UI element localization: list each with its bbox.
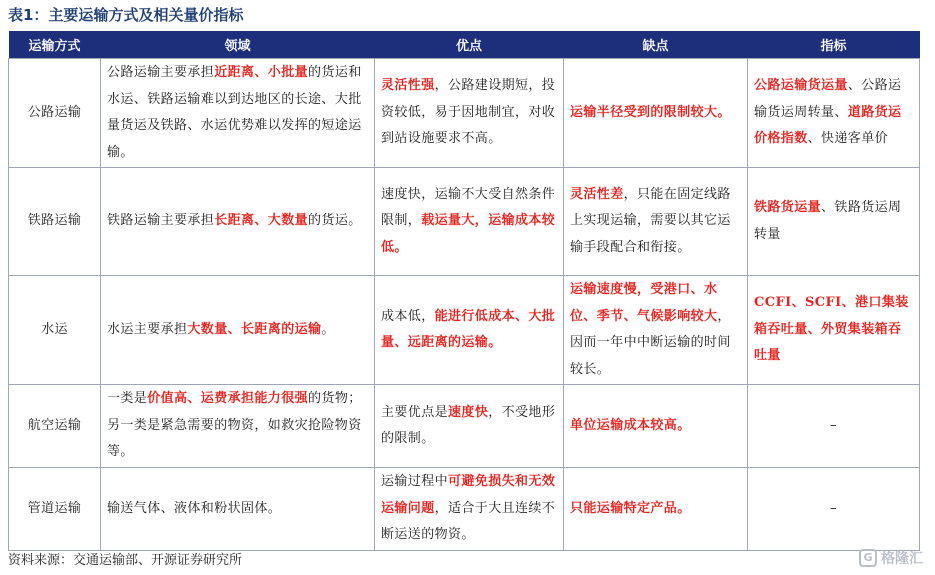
header-domain: 领域 bbox=[101, 31, 375, 59]
domain-cell bbox=[101, 276, 375, 385]
highlight-text: 灵活性差 bbox=[570, 186, 624, 202]
header-cons: 缺点 bbox=[564, 31, 748, 59]
indicators-cell bbox=[748, 59, 920, 168]
highlight-text: 单位运输成本较高。 bbox=[570, 417, 691, 433]
body-text: 输送气体、液体和粉状固体。 bbox=[107, 500, 282, 516]
body-text: 速度快，运输不大受自然条件限制， bbox=[381, 186, 556, 229]
pros-cell bbox=[375, 385, 564, 468]
mode-cell: 公路运输 bbox=[9, 59, 101, 168]
highlight-text: 载运量大，运输成本较低。 bbox=[381, 213, 556, 255]
body-text: 的货运和水运、铁路运输难以到达地区的长途、大批量货运及铁路、水运优势难以发挥的短途运输。 bbox=[107, 65, 362, 160]
indicators-cell bbox=[748, 468, 920, 551]
cons-cell bbox=[564, 276, 748, 385]
body-text: 的货物；另一类是紧急需要的物资，如救灾抢险物资等。 bbox=[107, 391, 362, 460]
indicators-cell bbox=[748, 276, 920, 385]
cons-cell bbox=[564, 385, 748, 468]
highlight-text: 只能运输特定产品。 bbox=[570, 500, 691, 516]
highlight-text: 能进行低成本、大批量、远距离的运输。 bbox=[381, 308, 556, 350]
domain-cell bbox=[101, 468, 375, 551]
indicators-cell bbox=[748, 385, 920, 468]
body-text: 成本低， bbox=[381, 308, 435, 324]
header-indicators: 指标 bbox=[748, 31, 920, 59]
domain-cell bbox=[101, 385, 375, 468]
pros-cell bbox=[375, 468, 564, 551]
domain-cell bbox=[101, 59, 375, 168]
body-text: 、快递客单价 bbox=[807, 131, 889, 147]
highlight-text: 铁路货运量 bbox=[754, 200, 822, 215]
gelonghui-logo-icon: G bbox=[859, 549, 877, 567]
body-text: ，不受地形的限制。 bbox=[381, 404, 556, 446]
transport-table bbox=[8, 31, 920, 551]
body-text: 。 bbox=[321, 321, 335, 337]
body-text: 公路运输主要承担 bbox=[107, 65, 215, 80]
body-text: – bbox=[830, 417, 837, 433]
highlight-text: 速度快 bbox=[448, 404, 489, 420]
highlight-text: 道路货运价格指数 bbox=[754, 104, 902, 147]
body-text: ，公路建设期短，投资较低，易于因地制宜，对收到站设施要求不高。 bbox=[381, 78, 556, 147]
indicators-cell bbox=[748, 168, 920, 276]
highlight-text: 运输速度慢，受港口、水位、季节、气候影响较大 bbox=[570, 282, 718, 324]
mode-cell: 水运 bbox=[9, 276, 101, 385]
table-row bbox=[9, 168, 920, 276]
pros-cell bbox=[375, 168, 564, 276]
body-text: – bbox=[830, 500, 837, 516]
body-text: 运输过程中 bbox=[381, 474, 449, 490]
table-title: 表1：主要运输方式及相关量价指标 bbox=[8, 6, 244, 24]
table-header-row bbox=[9, 31, 920, 59]
body-text: 主要优点是 bbox=[381, 404, 449, 420]
body-text: 、公路运输货运周转量、 bbox=[754, 78, 902, 120]
table-row bbox=[9, 385, 920, 468]
highlight-text: 大数量、长距离的运输 bbox=[187, 321, 322, 337]
highlight-text: 运输半径受到的限制较大。 bbox=[570, 104, 731, 120]
body-text: 水运主要承担 bbox=[107, 321, 188, 337]
highlight-text: CCFI、SCFI、港口集装箱吞吐量、外贸集装箱吞吐量 bbox=[754, 295, 909, 364]
highlight-text: 价值高、运费承担能力很强 bbox=[147, 391, 309, 407]
body-text: 、铁路货运周转量 bbox=[754, 200, 902, 242]
mode-cell: 航空运输 bbox=[9, 385, 101, 468]
highlight-text: 公路运输货运量 bbox=[754, 78, 848, 94]
mode-cell: 铁路运输 bbox=[9, 168, 101, 276]
source-note: 资料来源：交通运输部、开源证券研究所 bbox=[8, 553, 243, 568]
body-text: 一类是 bbox=[107, 391, 148, 407]
watermark-text: 格隆汇 bbox=[881, 551, 923, 567]
pros-cell bbox=[375, 59, 564, 168]
highlight-text: 长距离、大数量 bbox=[214, 213, 309, 229]
mode-cell: 管道运输 bbox=[9, 468, 101, 551]
pros-cell bbox=[375, 276, 564, 385]
header-pros: 优点 bbox=[375, 31, 564, 59]
table-row bbox=[9, 59, 920, 168]
cons-cell bbox=[564, 168, 748, 276]
body-text: 的货运。 bbox=[308, 213, 362, 229]
highlight-text: 灵活性强 bbox=[381, 78, 435, 94]
highlight-text: 近距离、小批量 bbox=[214, 65, 309, 80]
cons-cell bbox=[564, 468, 748, 551]
header-mode: 运输方式 bbox=[9, 31, 101, 59]
watermark bbox=[859, 548, 923, 568]
table-row bbox=[9, 468, 920, 551]
domain-cell bbox=[101, 168, 375, 276]
cons-cell bbox=[564, 59, 748, 168]
body-text: ，因而一年中中断运输的时间较长。 bbox=[570, 308, 731, 377]
body-text: 铁路运输主要承担 bbox=[107, 213, 215, 229]
table-row bbox=[9, 276, 920, 385]
highlight-text: 可避免损失和无效运输问题 bbox=[381, 474, 556, 516]
body-text: ，只能在固定线路上实现运输，需要以其它运输手段配合和衔接。 bbox=[570, 186, 731, 255]
body-text: ，适合于大且连续不断运送的物资。 bbox=[381, 500, 556, 543]
